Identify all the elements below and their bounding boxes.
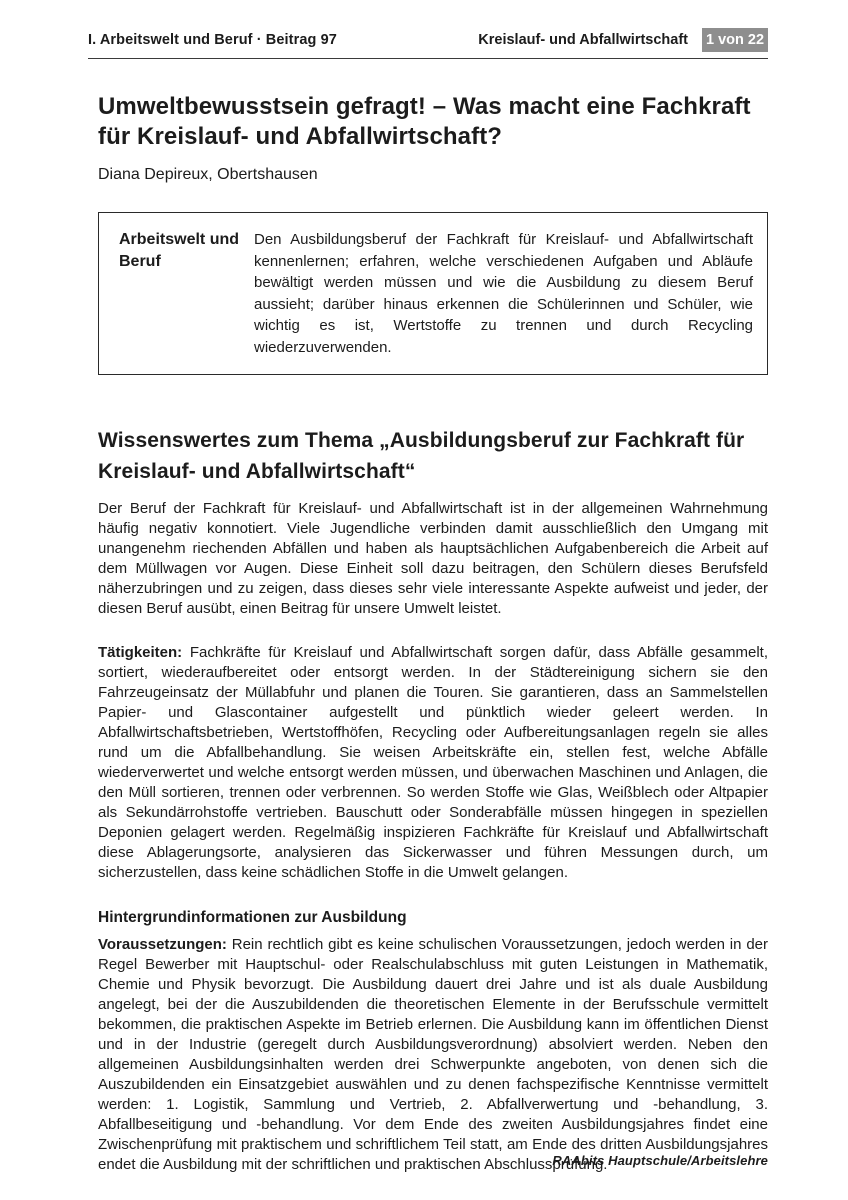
taetigkeiten-text: Fachkräfte für Kreislauf und Abfallwirtschaft sorgen dafür, dass Abfälle gesammelt, sortiert, wiederaufbereitet oder entsorgt werden. In der Städtereinigung sichern sie den Fahrzeugeinsatz der Müllabfuhr und planen die Touren. Sie garantieren, dass an Sammelstellen Papier- und Glascontainer aufgestellt und pünktlich wieder geleert werden. In Abfallwirtschaftsbetrieben, Wertstoffhöfen, Recycling oder Aufbereitungsanlagen regeln sie alles rund um die Abfallbehandlung. Sie weisen Arbeitskräfte ein, stellen fest, welche Abfälle wiederverwertet und welche entsorgt werden müssen, und überwachen Maschinen und Anlagen, die den Müll sortieren, trennen oder verbrennen. So werden Stoffe wie Glas, Weißblech oder Altpapier als Sekundärrohstoffe vertrieben. Bauschutt oder Sonderabfälle müssen hingegen in speziellen Deponien gelagert werden. Regelmäßig inspizieren Fachkräfte für Kreislauf und Abfallwirtschaft diese Ablagerungsorte, analysieren das Sickerwasser und führen Messungen durch, um sicherzustellen, dass keine schädlichen Stoffe in die Umwelt gelangen.	[98, 644, 768, 881]
voraussetzungen-paragraph	[98, 935, 768, 1175]
author-line: Diana Depireux, Obertshausen	[98, 166, 318, 183]
document-title: Umweltbewusstsein gefragt! – Was macht eine Fachkraft für Kreislauf- und Abfallwirtschaft?	[98, 93, 751, 150]
ausbildung-subheading: Hintergrundinformationen zur Ausbildung	[98, 909, 407, 926]
info-box-text: Den Ausbildungsberuf der Fachkraft für Kreislauf- und Abfallwirtschaft kennenlernen; erfahren, welche verschiedenen Aufgaben und Abläufe bewältigt werden müssen und wie die Ausbildung zu diesem Beruf aussieht; darüber hinaus erkennen die Schülerinnen und Schüler, wie wichtig es ist, Wertstoffe zu trennen und durch Recycling wiederzuverwenden.	[254, 231, 753, 356]
page-header	[88, 28, 768, 59]
header-subject: Kreislauf- und Abfallwirtschaft	[478, 32, 688, 48]
page-content	[98, 58, 768, 1175]
voraussetzungen-label: Voraussetzungen:	[98, 936, 227, 953]
section-heading: Wissenswertes zum Thema „Ausbildungsberuf zur Fachkraft für Kreislauf- und Abfallwirtschaft“	[98, 429, 745, 483]
header-unit-title: I. Arbeitswelt und Beruf · Beitrag 97	[88, 32, 337, 48]
header-right-group	[478, 28, 768, 52]
page-number-badge: 1 von 22	[702, 28, 768, 52]
taetigkeiten-paragraph	[98, 643, 768, 883]
info-box-label: Arbeitswelt und Beruf	[119, 231, 240, 270]
taetigkeiten-label: Tätigkeiten:	[98, 644, 183, 661]
intro-paragraph: Der Beruf der Fachkraft für Kreislauf- und Abfallwirtschaft ist in der allgemeinen Wahrnehmung häufig negativ konnotiert. Viele Jugendliche verbinden damit ausschließlich den Umgang mit unangenehm riechenden Abfällen und haben als hauptsächlichen Aufgabenbereich die Arbeit auf dem Müllwagen vor Augen. Diese Einheit soll dazu beitragen, den Schülern dieses Berufsfeld näherzubringen und zu zeigen, dass dieses sehr viele interessante Aspekte aufweist und jeder, der diesen Beruf ausübt, einen Beitrag für unsere Umwelt leistet.	[98, 500, 768, 617]
topic-info-box	[98, 212, 768, 375]
publisher-imprint: RAAbits Hauptschule/Arbeitslehre	[552, 1153, 768, 1168]
voraussetzungen-text: Rein rechtlich gibt es keine schulischen Voraussetzungen, jedoch werden in der Regel Bewerber mit Hauptschul- oder Realschulabschluss mit guten Leistungen in Mathematik, Chemie und Physik bevorzugt. Die Ausbildung dauert drei Jahre und ist als duale Ausbildung angelegt, bei der die Auszubildenden die theoretischen Elemente in der Berufsschule vermittelt bekommen, die praktischen Aspekte im Betrieb erlernen. Die Ausbildung kann im öffentlichen Dienst und in der Industrie (geregelt durch Ausbildungsverordnung) absolviert werden. Neben den allgemeinen Ausbildungsinhalten werden drei Schwerpunkte angeboten, von denen sich die Auszubildenden ein Einsatzgebiet auswählen und zu denen fachspezifische Kenntnisse vermittelt werden: 1. Logistik, Sammlung und Vertrieb, 2. Abfallverwertung und -behandlung, 3. Abfallbeseitigung und -behandlung. Vor dem Ende des zweiten Ausbildungsjahres findet eine Zwischenprüfung mit praktischem und schriftlichem Teil statt, am Ende des dritten Ausbildungsjahres endet die Ausbildung mit der schriftlichen und praktischen Abschlussprüfung.	[98, 936, 768, 1173]
